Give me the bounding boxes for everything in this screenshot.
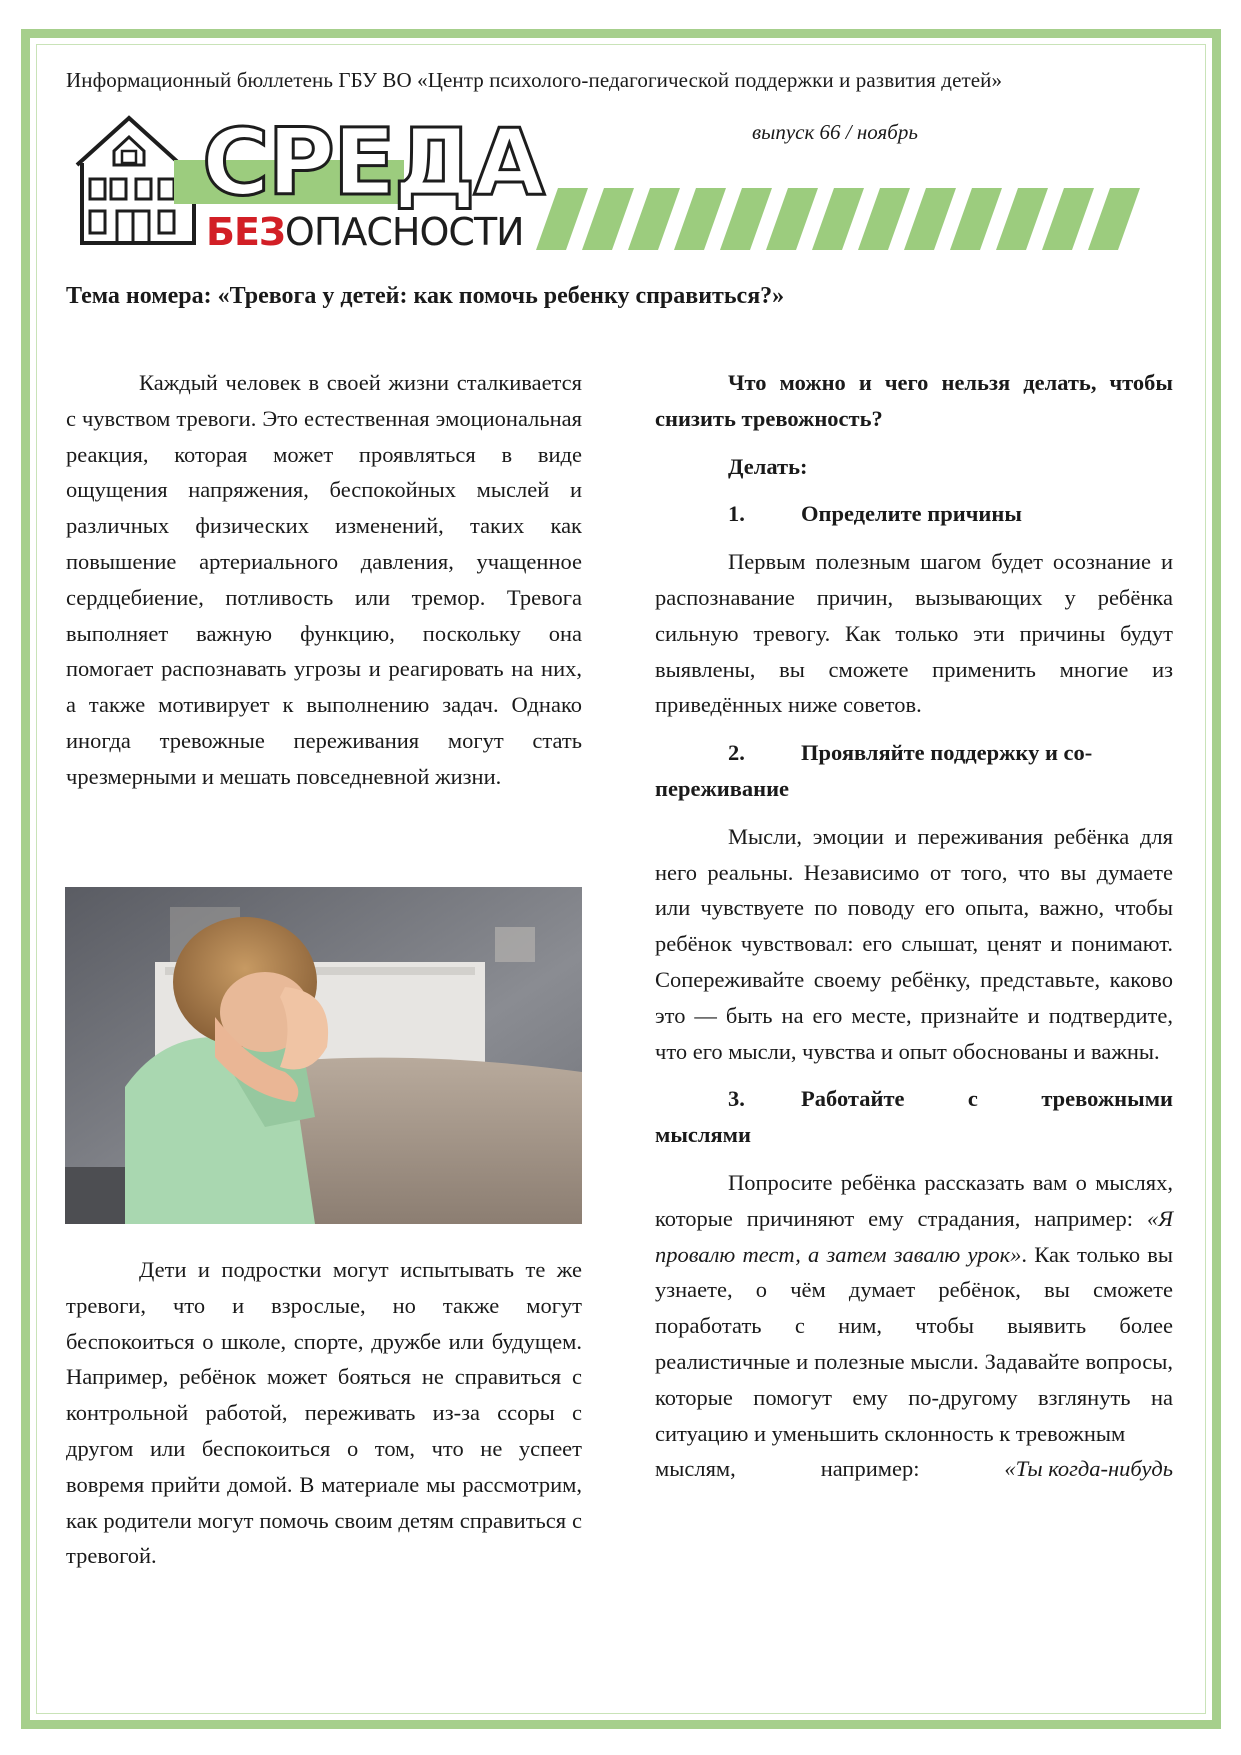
child-photo [65, 887, 582, 1224]
do-label: Делать: [728, 453, 808, 479]
item-2-text: Мысли, эмоции и переживания ребёнка для него реальны. Независимо от того, что вы думаете или чувствуете по поводу его опыта, важно, чтобы ребёнок чувствовал: его слышат, ценят и понимают. Сопереживайте своему ребёнку, представьте, каково это — быть на его месте, признайте и подтвердите, что его мысли, чувства и опыт обоснованы и важны. [655, 823, 1173, 1064]
item-3-title: 3. Работайте с тревожными [728, 1086, 1173, 1112]
item-2-title-cont: переживание [655, 775, 790, 801]
bulletin-header: Информационный бюллетень ГБУ ВО «Центр психолого-педагогической поддержки и развития детей» [66, 68, 1003, 92]
logo [74, 109, 543, 255]
logo-title: СРЕДА [202, 109, 543, 216]
logo-subtitle: БЕЗОПАСНОСТИ [206, 210, 524, 254]
children-paragraph: Дети и подростки могут испытывать те же тревоги, что и взрослые, но также могут беспокоиться о школе, спорте, дружбе или будущем. Например, ребёнок может бояться не справиться с контрольной работой, переживать из-за ссоры с другом или беспокоиться о том, что не успеет вовремя прийти домой. В материале мы рассмотрим, как родители могут помочь своим детям справиться с тревогой. [66, 1257, 582, 1569]
right-column [655, 365, 1173, 1487]
item-3-last-line: мыслям, например: «Ты когда-нибудь [655, 1456, 1173, 1482]
item-2-title: 2. Проявляйте поддержку и со- [728, 740, 1093, 766]
item-1-title: 1. Определите причины [728, 501, 1022, 527]
left-column [66, 365, 582, 795]
intro-paragraph: Каждый человек в своей жизни сталкивается с чувством тревоги. Это естественная эмоциональная реакция, которая может проявляться в виде ощущения напряжения, беспокойных мыслей и различных физических изменений, таких как повышение артериального давления, учащенное сердцебиение, потливость или тремор. Тревога выполняет важную функцию, поскольку она помогает распознавать угрозы и реагировать на них, а также мотивирует к выполнению задач. Однако иногда тревожные переживания могут стать чрезмерными и мешать повседневной жизни. [66, 370, 582, 789]
item-3-text: Попросите ребёнка рассказать вам о мыслях, которые причиняют ему страдания, например: «Я провалю тест, а затем завалю урок». Как только вы узнаете, о чём думает ребёнок, вы сможете поработать с ним, чтобы выявить более реалистичные и полезные мысли. Задавайте вопросы, которые помогут ему по-другому взглянуть на ситуацию и уменьшить склонность к тревожным [655, 1169, 1173, 1446]
issue-number: выпуск 66 / ноябрь [752, 120, 918, 144]
item-1-text: Первым полезным шагом будет осознание и распознавание причин, вызывающих у ребёнка сильную тревогу. Как только эти причины будут выявлены, вы сможете применить многие из приведённых ниже советов. [655, 549, 1173, 718]
decorative-stripes [536, 188, 1176, 250]
item-3-title-cont: мыслями [655, 1122, 751, 1148]
issue-topic: Тема номера: «Тревога у детей: как помочь ребенку справиться?» [66, 283, 785, 309]
section-heading: Что можно и чего нельзя делать, чтобы снизить тревожность? [655, 370, 1173, 431]
left-bottom-text [66, 1252, 582, 1574]
